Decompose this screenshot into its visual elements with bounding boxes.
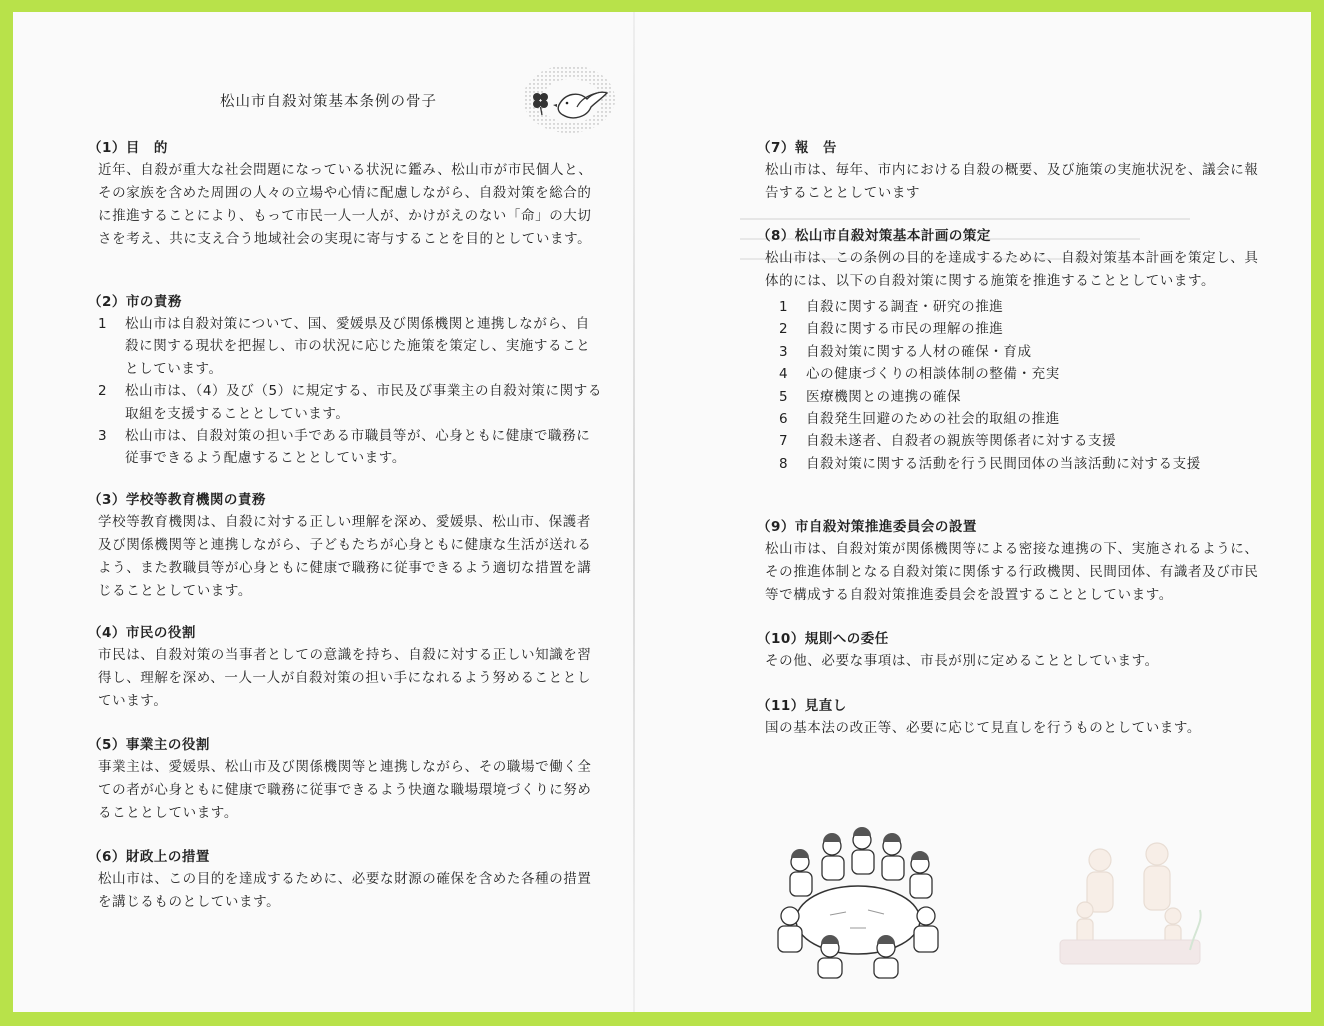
section-basic-plan: [757, 224, 1267, 475]
section-body: 市民は、自殺対策の当事者としての意識を持ち、自殺に対する正しい知識を習得し、理解を深め、一人一人が自殺対策の担い手になれるよう努めることとしています。: [98, 647, 592, 709]
item-number: 1: [98, 316, 108, 332]
item-number: 6: [779, 411, 789, 428]
list-item: [98, 313, 603, 380]
section-body: 松山市は、この条例の目的を達成するために、自殺対策基本計画を策定し、具体的には、以下の自殺対策に関する施策を推進することとしています。: [765, 250, 1259, 289]
section-body: 松山市は、毎年、市内における自殺の概要、及び施策の実施状況を、議会に報告することとしています: [765, 162, 1259, 201]
section-body: 松山市は、この目的を達成するために、必要な財源の確保を含めた各種の措置を講じるものとしています。: [98, 871, 592, 910]
section-heading: （5）事業主の役割: [88, 737, 210, 753]
list-item: [98, 380, 603, 425]
page-fold: [633, 12, 635, 1012]
section-heading: （7）報 告: [757, 140, 837, 156]
section-school-duty: [88, 488, 603, 603]
item-text: 自殺対策に関する人材の確保・育成: [806, 343, 1032, 360]
section-body: 学校等教育機関は、自殺に対する正しい理解を深め、愛媛県、松山市、保護者及び関係機関等と連携しながら、子どもたちが心身ともに健康な生活が送れるよう、また教職員等が心身ともに健康で職務に従事できるよう適切な措置を講じることとしています。: [98, 514, 592, 599]
section-heading: （8）松山市自殺対策基本計画の策定: [757, 228, 991, 244]
list-item: [779, 430, 1267, 452]
item-text: 松山市は、（4）及び（5）に規定する、市民及び事業主の自殺対策に関する取組を支援することとしています。: [125, 383, 602, 422]
section-employer-role: [88, 733, 603, 825]
item-text: 自殺に関する調査・研究の推進: [806, 299, 1004, 315]
section-heading: （11）見直し: [757, 698, 847, 714]
item-number: 1: [779, 299, 789, 315]
item-number: 4: [779, 366, 789, 383]
section-citizen-role: [88, 621, 603, 713]
section-heading: （3）学校等教育機関の責務: [88, 492, 266, 508]
item-text: 心の健康づくりの相談体制の整備・充実: [806, 366, 1060, 383]
item-number: 3: [98, 428, 108, 445]
item-text: 自殺対策に関する活動を行う民間団体の当該活動に対する支援: [806, 455, 1201, 472]
section-heading: （6）財政上の措置: [88, 849, 210, 865]
item-number: 7: [779, 433, 789, 450]
section-body: その他、必要な事項は、市長が別に定めることとしています。: [765, 653, 1159, 669]
list-item: [779, 386, 1267, 408]
section-report: [757, 136, 1267, 205]
item-number: 2: [98, 383, 108, 400]
document-title: 松山市自殺対策基本条例の骨子: [220, 94, 437, 110]
section-heading: （10）規則への委任: [757, 631, 889, 647]
section-heading: （2）市の責務: [88, 294, 182, 310]
list-item: [779, 318, 1267, 340]
list-item: [779, 408, 1267, 430]
list-item: [779, 341, 1267, 363]
section-body: 国の基本法の改正等、必要に応じて見直しを行うものとしています。: [765, 720, 1202, 736]
section-purpose: [88, 136, 603, 251]
section-financial-measures: [88, 845, 603, 914]
list-item: [779, 453, 1267, 475]
item-text: 自殺発生回避のための社会的取組の推進: [806, 411, 1060, 428]
meeting-illustration: [770, 820, 945, 980]
item-text: 松山市は、自殺対策の担い手である市職員等が、心身ともに健康で職務に従事できるよう配慮することとしています。: [125, 428, 591, 467]
section-review: [757, 694, 1267, 740]
item-text: 松山市は自殺対策について、国、愛媛県及び関係機関と連携しながら、自殺に関する現状を把握し、市の状況に応じた施策を策定し、実施することとしています。: [125, 316, 591, 377]
item-number: 8: [779, 455, 789, 472]
duty-list: [88, 313, 603, 470]
family-illustration-faint: [1055, 830, 1205, 970]
item-number: 5: [779, 388, 789, 405]
section-body: 近年、自殺が重大な社会問題になっている状況に鑑み、松山市が市民個人と、その家族を含めた周囲の人々の立場や心情に配慮しながら、自殺対策を総合的に推進することにより、もって市民一人一人が、かけがえのない「命」の大切さを考え、共に支え合う地域社会の実現に寄与することを目的としています。: [98, 162, 593, 247]
section-body: 松山市は、自殺対策が関係機関等による密接な連携の下、実施されるように、その推進体制となる自殺対策に関係する行政機関、民間団体、有識者及び市民等で構成する自殺対策推進委員会を設置することとしています。: [765, 541, 1259, 603]
section-delegation: [757, 627, 1267, 673]
list-item: [98, 425, 603, 470]
section-body: 事業主は、愛媛県、松山市及び関係機関等と連携しながら、その職場で働く全ての者が心身ともに健康で職務に従事できるよう快適な職場環境づくりに努めることとしています。: [98, 759, 592, 821]
item-text: 自殺に関する市民の理解の推進: [806, 321, 1004, 338]
section-heading: （4）市民の役割: [88, 625, 196, 641]
measures-list: [757, 296, 1267, 475]
section-committee: [757, 515, 1267, 607]
section-city-duty: [88, 290, 603, 470]
list-item: [779, 363, 1267, 385]
dove-clover-logo: [521, 63, 617, 135]
item-number: 3: [779, 343, 789, 360]
item-text: 医療機関との連携の確保: [806, 388, 962, 405]
section-heading: （9）市自殺対策推進委員会の設置: [757, 519, 977, 535]
item-text: 自殺未遂者、自殺者の親族等関係者に対する支援: [806, 433, 1117, 450]
list-item: [779, 296, 1267, 318]
item-number: 2: [779, 321, 789, 338]
section-heading: （1）目 的: [88, 140, 168, 156]
